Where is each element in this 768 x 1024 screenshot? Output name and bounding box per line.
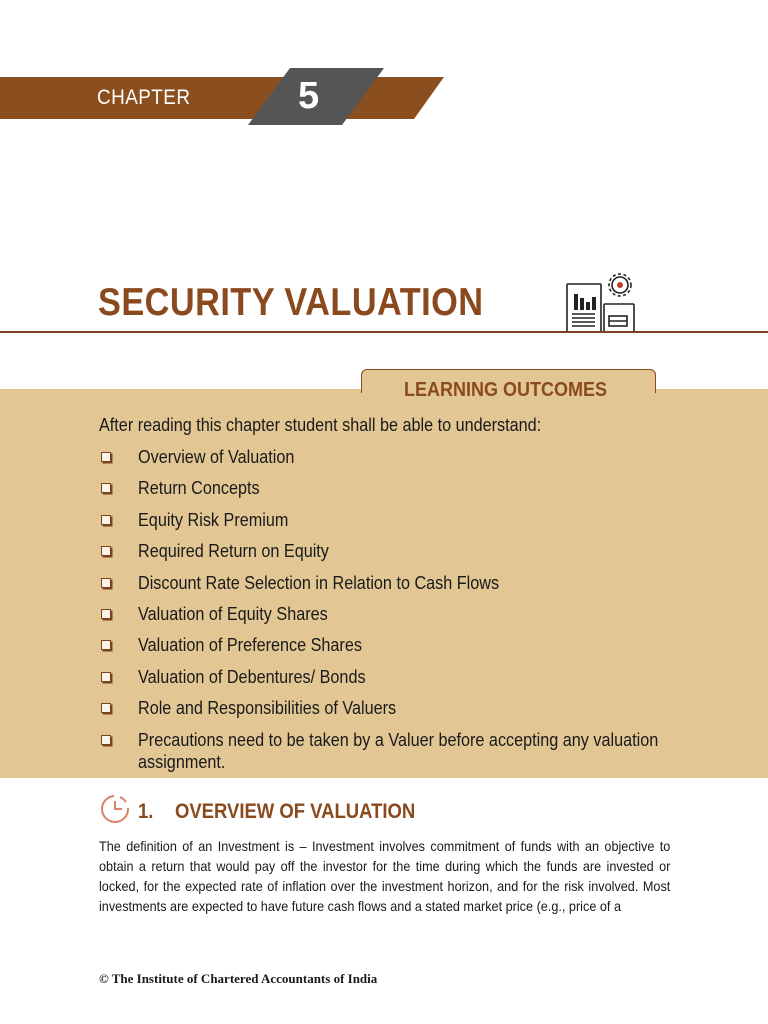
list-item	[99, 729, 739, 772]
footer-copyright: © The Institute of Chartered Accountants of India	[99, 971, 378, 986]
list-item	[99, 603, 739, 634]
list-item-text: Precautions need to be taken by a Valuer before accepting any valuation assignment.	[138, 729, 659, 772]
pie-clock-icon	[98, 792, 132, 831]
list-item-text: Valuation of Equity Shares	[138, 603, 328, 624]
section-heading	[138, 800, 415, 824]
chapter-title: SECURITY VALUATION	[98, 281, 484, 324]
checkbox-square-icon	[101, 703, 111, 713]
checkbox-square-icon	[101, 609, 111, 619]
body-paragraph: The definition of an Investment is – Investment involves commitment of funds with an objective to obtain a return that would pay off the investor for the time during which the funds are invested or locked, for the expected rate of inflation over the investment horizon, and for the risk involved. Most investments are expected to have future cash flows and a stated market price (e.g., price of a	[99, 838, 671, 914]
title-rule	[0, 331, 768, 333]
section-title: OVERVIEW OF VALUATION	[174, 800, 416, 823]
list-item-text: Discount Rate Selection in Relation to Cash Flows	[138, 572, 500, 593]
list-item-text: Equity Risk Premium	[138, 509, 289, 530]
chapter-number: 5	[298, 75, 320, 117]
list-item	[99, 697, 739, 728]
list-item-text: Valuation of Preference Shares	[138, 635, 362, 656]
checkbox-square-icon	[101, 640, 111, 650]
list-item-text: Valuation of Debentures/ Bonds	[138, 666, 366, 687]
checkbox-square-icon	[101, 578, 111, 588]
checkbox-square-icon	[101, 735, 111, 745]
list-item-text: Return Concepts	[138, 478, 260, 499]
checkbox-square-icon	[101, 483, 111, 493]
section-number: 1.	[138, 800, 154, 823]
checkbox-square-icon	[101, 515, 111, 525]
learning-outcomes-heading: LEARNING OUTCOMES	[404, 379, 608, 401]
list-item	[99, 572, 739, 603]
list-item	[99, 666, 739, 697]
valuation-documents-icon	[564, 270, 638, 339]
list-item-text: Role and Responsibilities of Valuers	[138, 698, 397, 719]
checkbox-square-icon	[101, 672, 111, 682]
chapter-band	[0, 77, 444, 119]
list-item	[99, 634, 739, 665]
list-item-text: Overview of Valuation	[138, 447, 295, 467]
list-item	[99, 509, 739, 540]
list-item	[99, 446, 739, 477]
checkbox-square-icon	[101, 452, 111, 462]
list-item	[99, 540, 739, 571]
learning-outcomes-intro: After reading this chapter student shall be able to understand:	[99, 415, 542, 435]
list-item	[99, 477, 739, 508]
chapter-band-shape	[0, 68, 450, 128]
list-item-text: Required Return on Equity	[138, 541, 329, 562]
learning-outcomes-list	[99, 446, 739, 772]
chapter-label: CHAPTER	[97, 86, 191, 109]
checkbox-square-icon	[101, 546, 111, 556]
